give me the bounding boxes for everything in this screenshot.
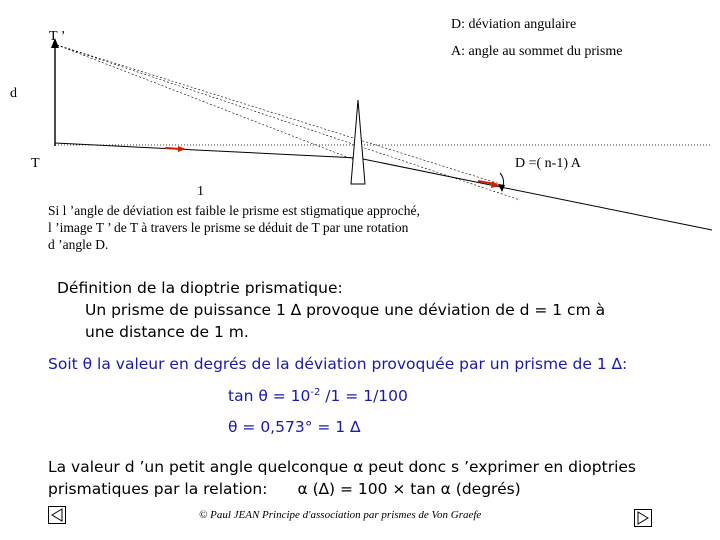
legend-apex-angle: A: angle au sommet du prisme bbox=[451, 44, 623, 59]
conclusion-line-2 bbox=[48, 480, 521, 498]
tan-suffix: /1 = 1/100 bbox=[320, 387, 408, 406]
next-slide-button[interactable] bbox=[634, 509, 652, 527]
tan-prefix: tan θ = 10 bbox=[228, 387, 311, 406]
label-t: T bbox=[31, 156, 40, 171]
label-d: d bbox=[10, 86, 17, 101]
legend-deviation: D: déviation angulaire bbox=[451, 17, 577, 32]
virtual-ray-2 bbox=[57, 45, 520, 200]
label-t-prime: T ’ bbox=[49, 29, 66, 44]
virtual-ray-1 bbox=[57, 45, 500, 184]
previous-arrow-icon bbox=[49, 507, 65, 523]
footer-credit: © Paul JEAN Principe d'association par prismes de Von Graefe bbox=[199, 509, 482, 521]
conclusion-formula: α (∆) = 100 × tan α (degrés) bbox=[297, 480, 521, 498]
next-arrow-icon bbox=[635, 510, 651, 526]
deviation-formula: D =( n-1) A bbox=[515, 156, 581, 171]
theta-equation-tan bbox=[228, 387, 408, 405]
incident-ray bbox=[55, 143, 358, 158]
label-one: 1 bbox=[197, 184, 204, 199]
previous-slide-button[interactable] bbox=[48, 506, 66, 524]
definition-title: Définition de la dioptrie prismatique: bbox=[57, 279, 343, 297]
definition-line-1: Un prisme de puissance 1 ∆ provoque une déviation de d = 1 cm à bbox=[85, 301, 606, 319]
definition-line-2: une distance de 1 m. bbox=[85, 323, 249, 341]
conclusion-line-1: La valeur d ’un petit angle quelconque α peut donc s ’exprimer en dioptries bbox=[48, 458, 637, 476]
virtual-ray-3 bbox=[57, 45, 360, 162]
tan-exponent: -2 bbox=[310, 387, 321, 398]
theta-equation-value: θ = 0,573° = 1 ∆ bbox=[228, 418, 361, 436]
caption-line-2: l ’image T ’ de T à travers le prisme se déduit de T par une rotation bbox=[48, 220, 409, 235]
theta-intro: Soit θ la valeur en degrés de la déviation provoquée par un prisme de 1 ∆: bbox=[48, 355, 628, 373]
prism bbox=[351, 100, 365, 184]
caption-line-3: d ’angle D. bbox=[48, 237, 109, 252]
red-arrowhead-incident bbox=[178, 146, 186, 152]
conclusion-prefix: prismatiques par la relation: bbox=[48, 480, 268, 498]
caption-line-1: Si l ’angle de déviation est faible le prisme est stigmatique approché, bbox=[48, 203, 420, 218]
